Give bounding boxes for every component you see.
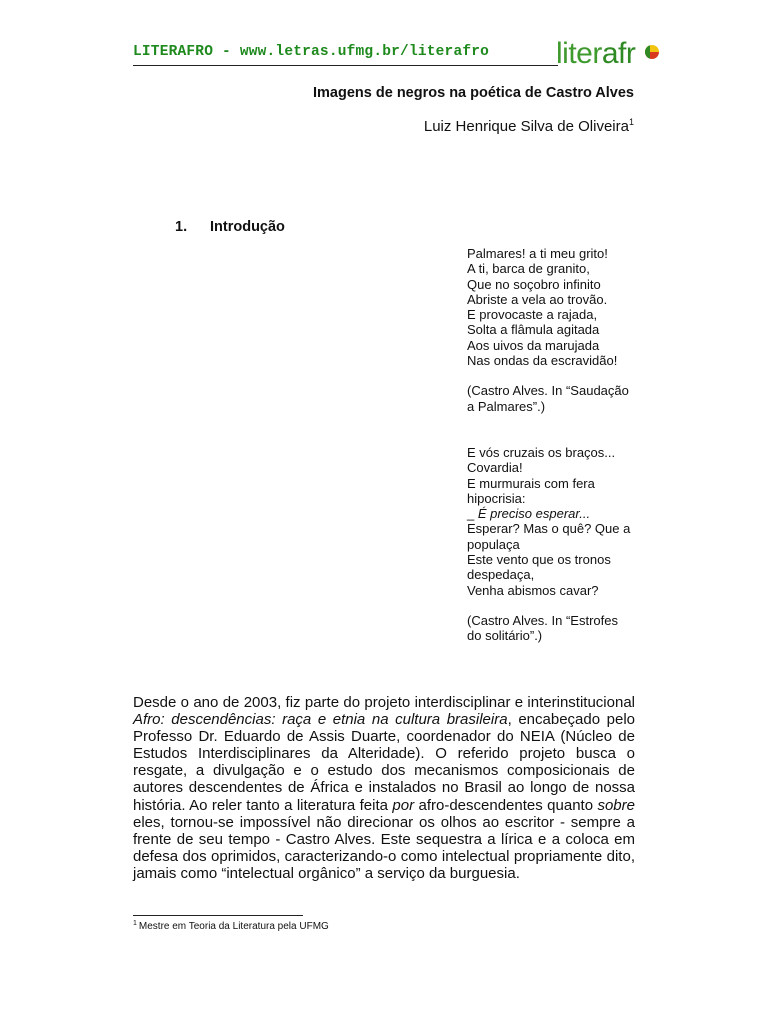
paragraph-text: afro-descendentes quanto [414,796,598,814]
poem-line: Este vento que os tronos [467,552,611,568]
poem-line: Solta a flâmula agitada [467,322,600,338]
citation-line: do solitário”.) [467,628,543,644]
poem-line: A ti, barca de granito, [467,261,590,277]
citation-line: (Castro Alves. In “Saudação [467,383,629,399]
paragraph-text: , encabeçado pelo Professo Dr. Eduardo de Assis Duarte, coordenador do NEIA (Núcleo de Estudos Interdisciplinares da Alteridade). O referido projeto busca o resgate, a divulgação e o estudo dos mecanismos composicionais de autores descendentes de África e instalados no Brasil ao longo de nossa história. Ao reler tanto a literatura feita [133,711,635,814]
poem-line-prefix: _ [467,506,478,522]
poem-line: E murmurais com fera [467,475,595,491]
poem-line: Esperar? Mas o quê? Que a [467,521,631,537]
logo-text-part1: liter [556,37,602,70]
poem-line: Abriste a vela ao trovão. [467,291,608,307]
paragraph-italic: Afro: descendências: raça e etnia na cultura brasileira [133,711,508,729]
poem-line: E vós cruzais os braços... [467,445,616,460]
body-paragraph [133,694,635,882]
author-name: Luiz Henrique Silva de Oliveira [423,118,629,135]
footnote-text: Mestre em Teoria da Literatura pela UFMG [138,921,329,932]
literafro-logo [556,38,652,70]
epigraph-2 [467,445,647,644]
logo-text-part2: afr [601,37,636,70]
poem-line-italic: É preciso esperar... [477,506,591,522]
section-heading [175,219,285,235]
citation-line: (Castro Alves. In “Estrofes [467,612,618,628]
poem-line: hipocrisia: [467,490,526,506]
paragraph-text: eles, tornou-se impossível não direcionar os olhos ao escritor - sempre a frente de seu tempo - Castro Alves. Este sequestra a lírica e a coloca em defesa dos oprimidos, caracterizando-o como intelectual propriamente dito, jamais como “intelectual orgânico” a serviço da burguesia. [133,813,635,882]
section-title: Introdução [210,219,285,235]
paragraph-italic: sobre [597,796,635,814]
header-rule [133,65,558,66]
footnote-rule [133,915,303,916]
poem-line: Nas ondas da escravidão! [467,353,618,369]
poem-line: Palmares! a ti meu grito! [467,246,608,261]
citation-line: a Palmares”.) [467,398,546,414]
epigraph-citation [467,383,647,414]
site-header-text: LITERAFRO - www.letras.ufmg.br/literafro [133,44,490,60]
section-number: 1. [175,219,188,235]
logo-circle-icon [645,45,659,59]
poem-line: populaça [467,536,520,552]
author-footnote-mark: 1 [628,117,634,127]
paragraph-text: Desde o ano de 2003, fiz parte do projeto interdisciplinar e interinstitucional [133,694,635,711]
poem-line: Venha abismos cavar? [467,582,599,598]
poem-line: Aos uivos da marujada [467,337,600,353]
footnote [133,921,329,932]
poem-line: Que no soçobro infinito [467,276,601,292]
paragraph-italic: por [392,796,415,814]
document-title: Imagens de negros na poética de Castro Alves [313,85,634,101]
poem-line [467,506,647,521]
footnote-mark: 1 [133,919,137,927]
poem-line: despedaça, [467,567,535,583]
poem-line: Covardia! [467,460,523,476]
author-line [424,118,634,135]
epigraph-1 [467,246,647,414]
epigraph-citation [467,613,647,644]
poem-line: E provocaste a rajada, [467,307,598,323]
